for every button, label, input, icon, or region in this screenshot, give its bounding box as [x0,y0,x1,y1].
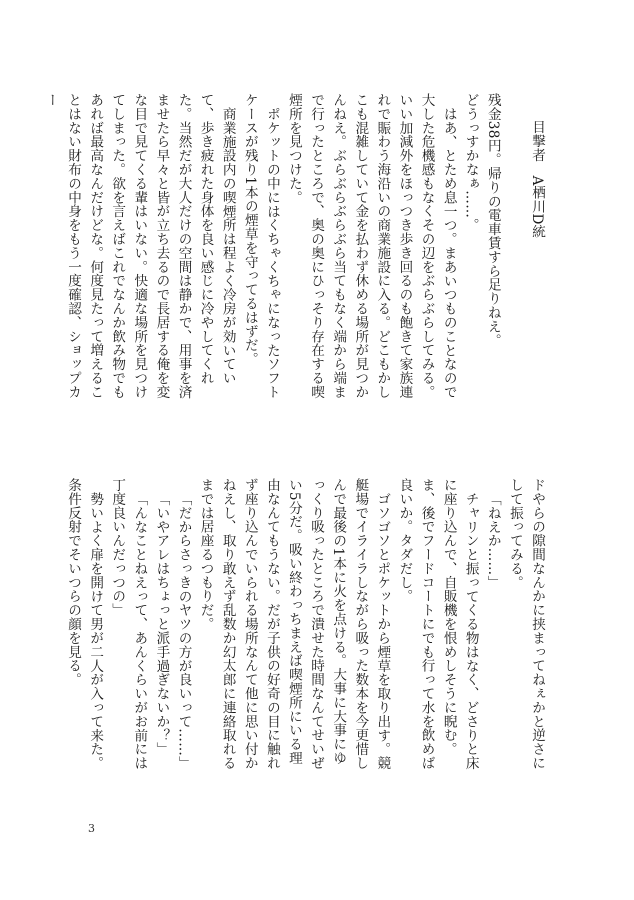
dialogue-line: 「んなことねえって、あんくらいがお前には丁度良いんだっつの」 [109,478,148,770]
paragraph: ゴソゴソとポケットから煙草を取り出す。競艇場でイライラしながら吸った数本を今更惜しんで最後の1本に火を点ける。大事に大事にゆっくり吸ったところで潰せた時間なんてせいぜい5分だ。吸い終わっちまえば喫煙所にいる理由なんてもうない。だが子供の好奇の目に触れず座り込んでいられる場所なんて他に思い付かねえし、取り敢えず乱数か幻太郎に連絡取れるまでは居座るつもりだ。 [197,478,391,770]
page-number: 3 [88,822,95,835]
dialogue-line: 「いやアレはちょっと派手過ぎないか？」 [153,491,170,756]
paragraph: チャリンと振ってくる物はなく、どさりと床に座り込んで、自販機を恨めしそうに睨む。ま、後でフードコートにでも行って水を飲めば良いか。タダだし。 [396,478,479,770]
title-spacer [504,93,526,405]
top-text-column [42,93,548,405]
paragraph: どうっすかなぁ……。 [462,93,479,232]
paragraph: はあ、とため息一つ。まあいつものことなので大した危機感もなくその辺をぶらぶらしてみる。いい加減外をほっつき歩き回るのも飽きて家族連れで賑わう海沿いの商業施設に入る。どこもかしこも混雑していて金を払わず休める場所が見つかんねえ。ぶらぶらぶらぶら当てもなく端から端まで行ったところで、奥の奥にひっそり存在する喫煙所を見つけた。 [285,93,457,399]
paragraph: 残金38円。帰りの電車賃すら足りねえ。 [484,93,501,348]
bottom-text-column [65,478,548,778]
paragraph: 商業施設内の喫煙所は程よく冷房が効いていて、歩き疲れた身体を良い感じに冷やしてくれた。当然だが大人だけの空間は静かで、用事を済ませたら早々と皆が立ち去るので長居する俺を変な目で見てくる輩はいない。快適な場所を見つけてしまった。欲を言えばこれでなんか飲み物でもあれば最高なんだけどな。何度見たって増えることはない財布の中身をもう一度確認、ショップカー [42,93,236,399]
story-title: 目撃者 A栖川D統 [529,120,545,239]
dialogue-line: 「ねえか……」 [484,491,501,589]
paragraph: ポケットの中にはくちゃくちゃになったソフトケースが残り1本の煙草を守ってるはずだ。 [241,93,280,399]
paragraph: 勢いよく扉を開けて男が二人が入って来た。条件反射でそいつらの顔を見る。 [65,478,104,770]
dialogue-line: 「だからさっきのヤツの方が良いって……」 [175,491,192,770]
paragraph: ドやらの隙間なんかに挟まってねぇかと逆さにして振ってみる。 [506,478,545,770]
